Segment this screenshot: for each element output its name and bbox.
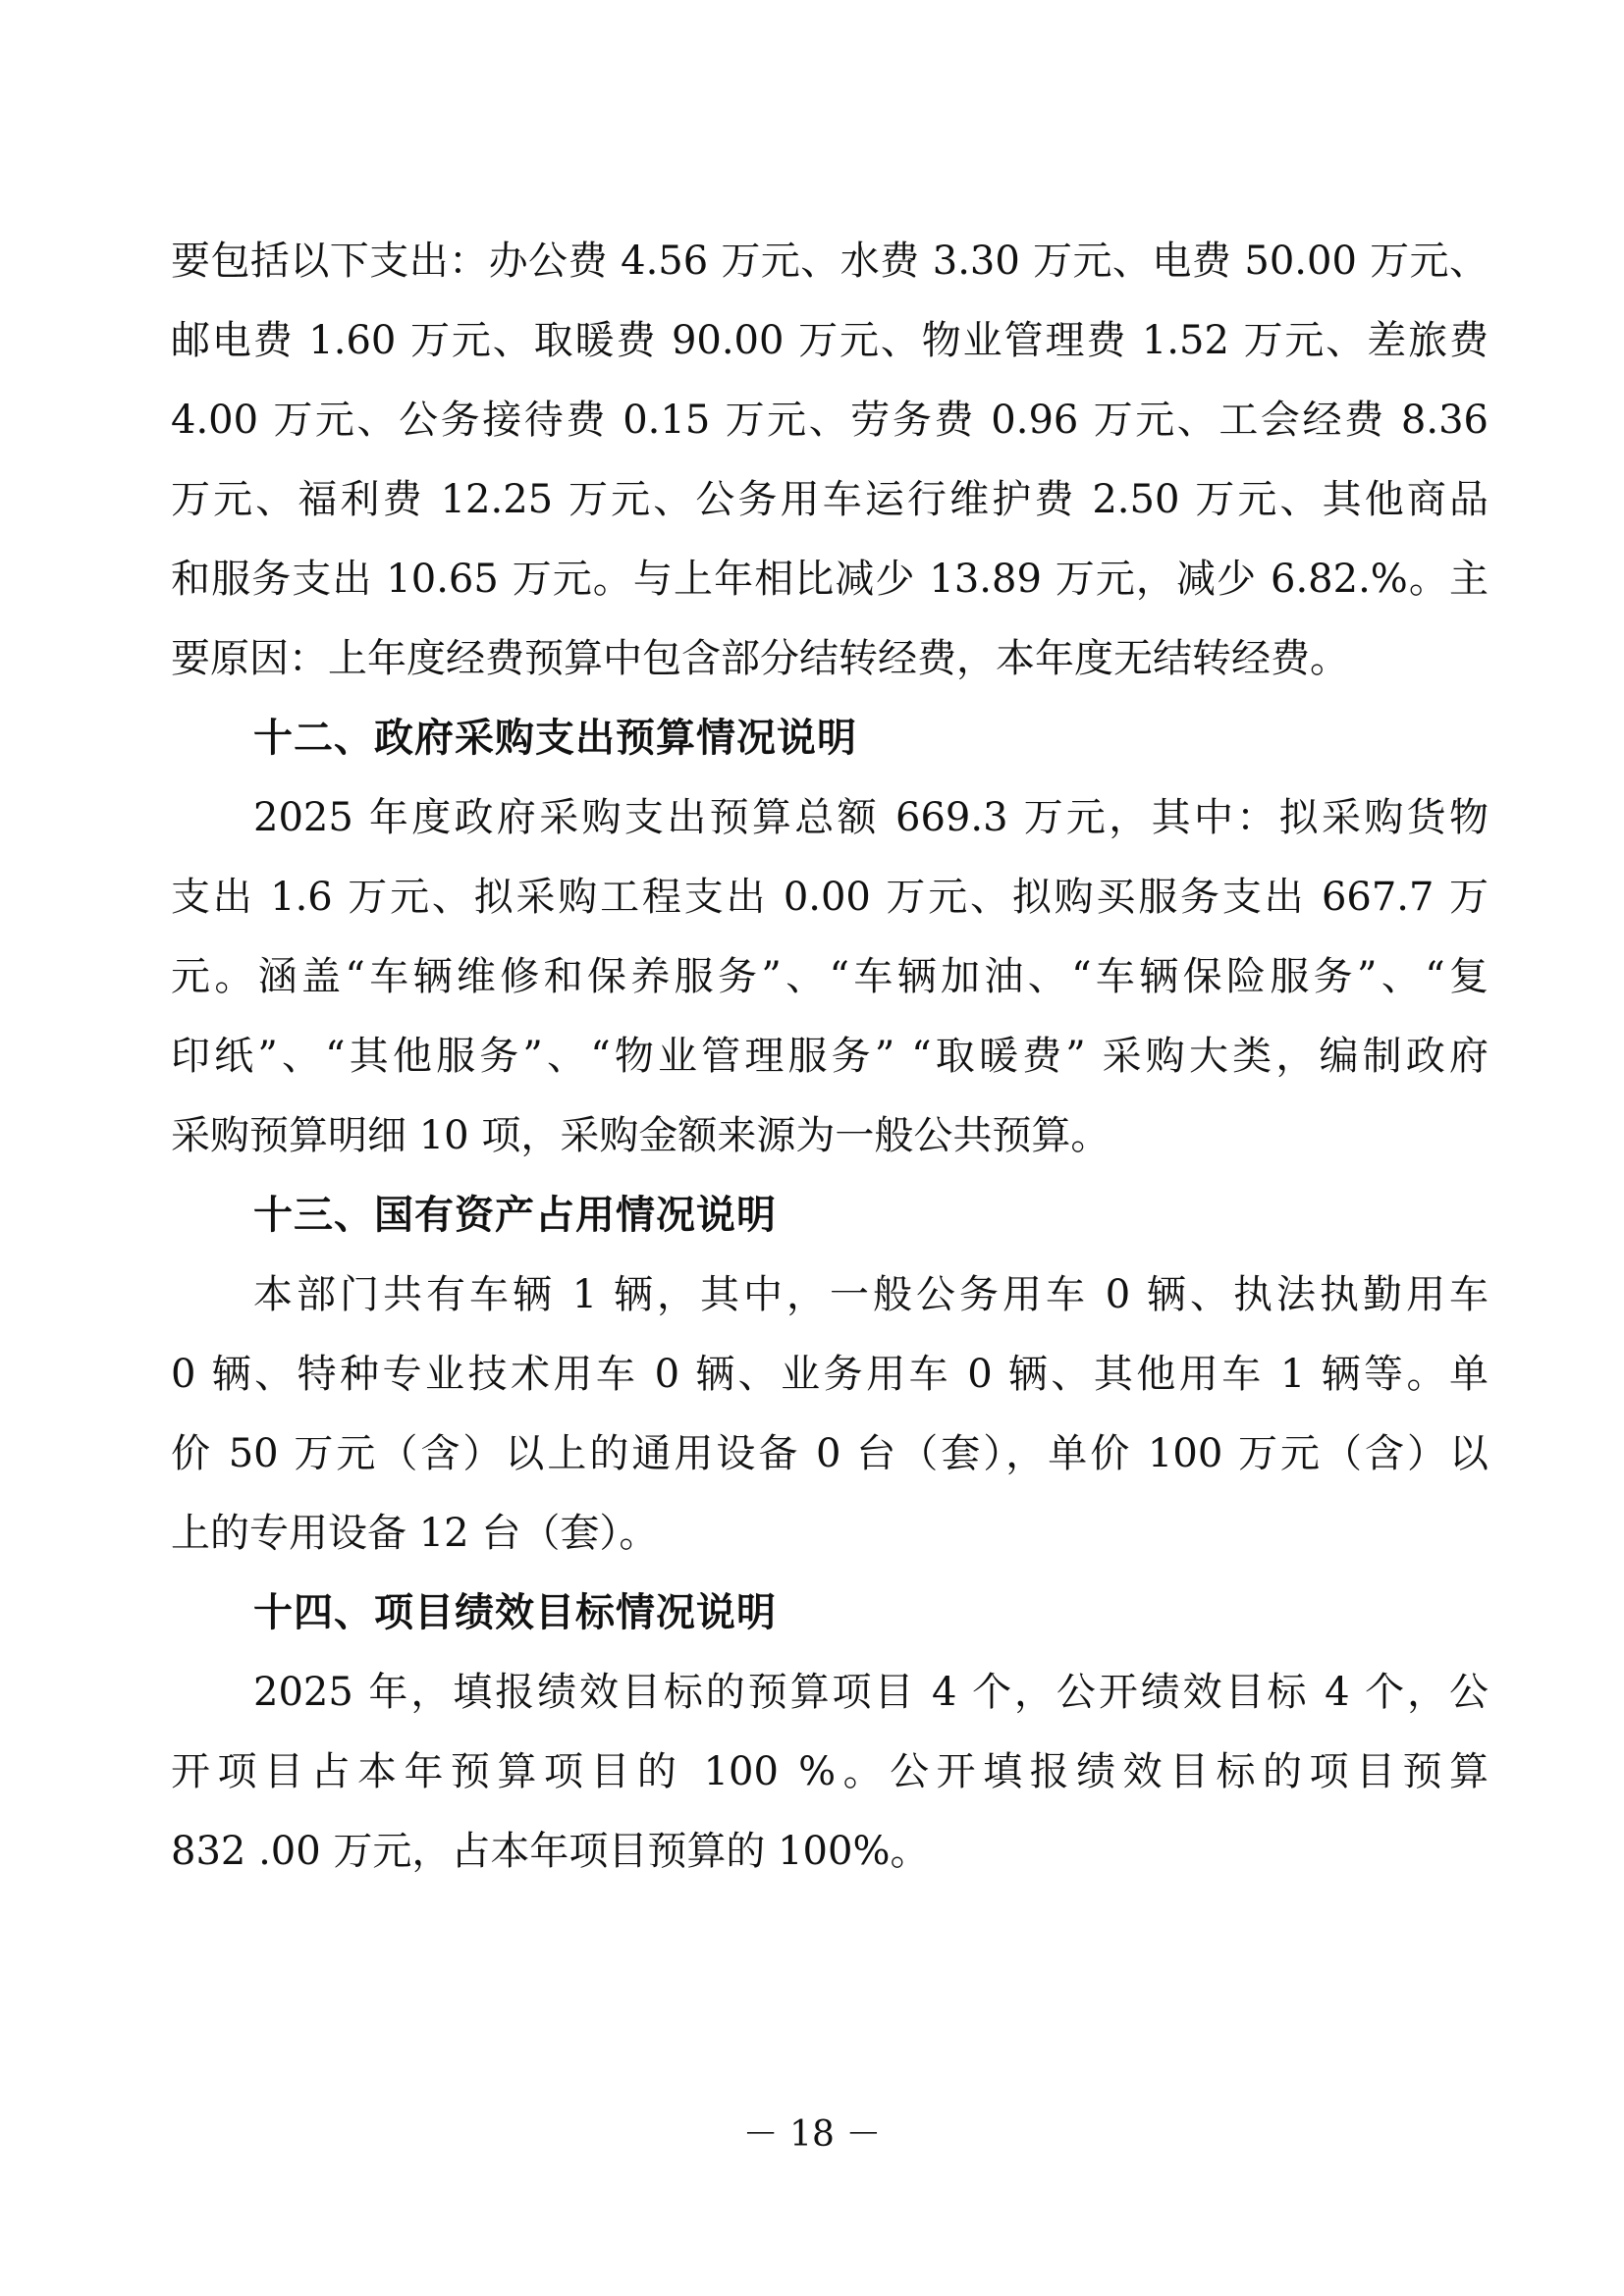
- paragraph-line: 邮电费 1.60 万元、取暖费 90.00 万元、物业管理费 1.52 万元、差旅费: [171, 318, 1489, 363]
- paragraph-line: 要原因：上年度经费预算中包含部分结转经费，本年度无结转经费。: [171, 636, 1349, 681]
- paragraph-line: 本部门共有车辆 1 辆，其中，一般公务用车 0 辆、执法执勤用车: [253, 1272, 1489, 1317]
- page-number: － 18 －: [742, 2114, 882, 2155]
- paragraph-line: 和服务支出 10.65 万元。与上年相比减少 13.89 万元，减少 6.82.%。主: [171, 557, 1489, 602]
- paragraph-line: 要包括以下支出：办公费 4.56 万元、水费 3.30 万元、电费 50.00 万元、: [171, 239, 1489, 284]
- section-heading: 十三、国有资产占用情况说明: [253, 1193, 777, 1238]
- page-body: [171, 222, 1489, 1892]
- paragraph-line: 0 辆、特种专业技术用车 0 辆、业务用车 0 辆、其他用车 1 辆等。单: [171, 1352, 1489, 1397]
- paragraph-line: 2025 年，填报绩效目标的预算项目 4 个，公开绩效目标 4 个，公: [253, 1670, 1489, 1715]
- paragraph-line: 开项目占本年预算项目的 100 %。公开填报绩效目标的项目预算: [171, 1749, 1489, 1794]
- paragraph-line: 采购预算明细 10 项，采购金额来源为一般公共预算。: [171, 1113, 1110, 1158]
- section-heading: 十四、项目绩效目标情况说明: [253, 1590, 777, 1635]
- paragraph-line: 元。涵盖“车辆维修和保养服务”、“车辆加油、“车辆保险服务”、“复: [171, 954, 1489, 999]
- paragraph-line: 万元、福利费 12.25 万元、公务用车运行维护费 2.50 万元、其他商品: [171, 477, 1489, 522]
- paragraph-line: 价 50 万元（含）以上的通用设备 0 台（套），单价 100 万元（含）以: [171, 1431, 1489, 1476]
- paragraph-line: 印纸”、“其他服务”、“物业管理服务” “取暖费” 采购大类，编制政府: [171, 1034, 1489, 1079]
- paragraph-line: 2025 年度政府采购支出预算总额 669.3 万元，其中：拟采购货物: [253, 795, 1489, 840]
- section-heading: 十二、政府采购支出预算情况说明: [253, 716, 857, 761]
- paragraph-line: 上的专用设备 12 台（套）。: [171, 1511, 659, 1556]
- paragraph-line: 支出 1.6 万元、拟采购工程支出 0.00 万元、拟购买服务支出 667.7 万: [171, 875, 1489, 920]
- paragraph-line: 4.00 万元、公务接待费 0.15 万元、劳务费 0.96 万元、工会经费 8.36: [171, 398, 1489, 443]
- paragraph-line: 832 .00 万元，占本年项目预算的 100%。: [171, 1829, 930, 1874]
